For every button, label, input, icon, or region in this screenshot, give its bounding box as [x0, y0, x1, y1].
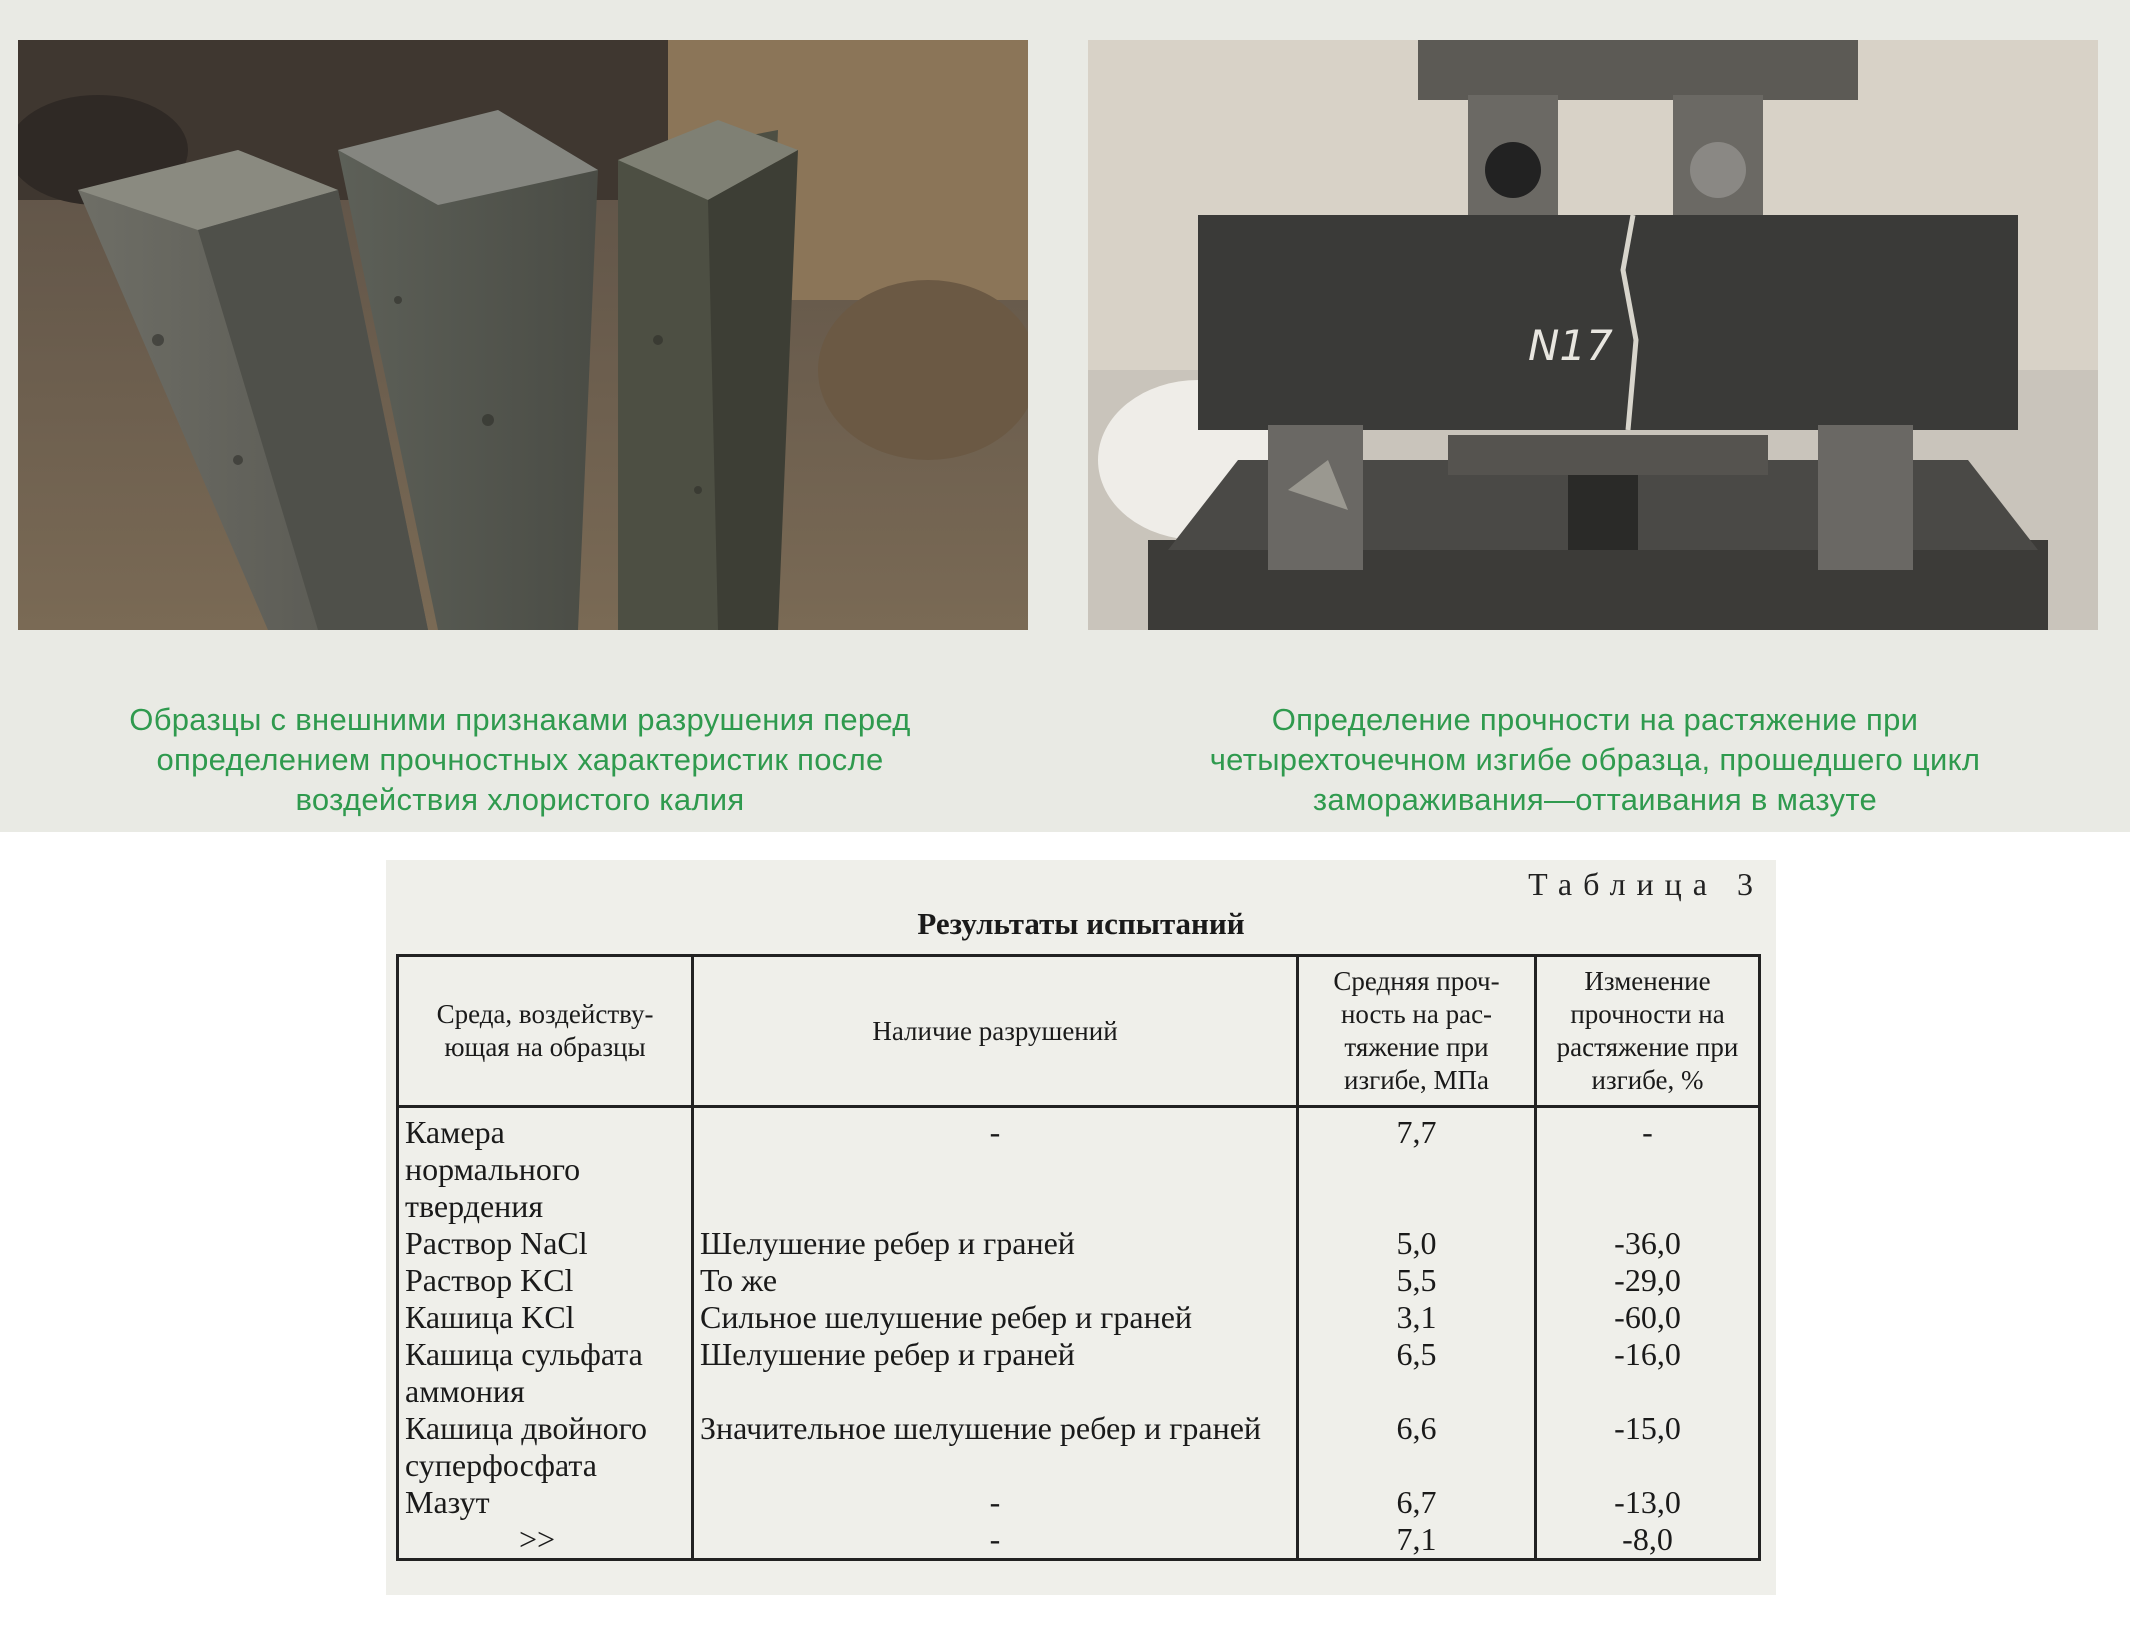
- cell-medium: >>: [398, 1521, 693, 1560]
- caption-right-line-3: замораживания—оттаивания в мазуте: [1312, 782, 1878, 817]
- cell-medium: Кашица KCl: [398, 1299, 693, 1336]
- cell-strength: 6,7: [1298, 1484, 1536, 1521]
- cell-strength: 7,7: [1298, 1107, 1536, 1226]
- results-table-block: [386, 860, 1776, 1595]
- caption-left: [20, 700, 1020, 820]
- results-table: [396, 954, 1761, 1561]
- cell-change: -: [1536, 1107, 1760, 1226]
- table-row: [398, 1336, 1760, 1410]
- cell-damage: Шелушение ребер и граней: [693, 1225, 1298, 1262]
- cell-damage: -: [693, 1521, 1298, 1560]
- cell-damage: -: [693, 1484, 1298, 1521]
- header-medium: Среда, воздейству-ющая на образцы: [398, 956, 693, 1107]
- caption-right-line-1: Определение прочности на растяжение при: [1271, 702, 1919, 737]
- cell-medium: Кашица сульфата аммония: [398, 1336, 693, 1410]
- sample-label: N17: [1528, 321, 1613, 370]
- caption-left-line-1: Образцы с внешними признаками разрушения перед: [129, 702, 911, 737]
- bending-test-photo: [1088, 40, 2098, 630]
- caption-left-line-2: определением прочностных характеристик после: [156, 742, 884, 777]
- header-change: Изменение прочности на растяжение при изгибе, %: [1536, 956, 1760, 1107]
- table-row: [398, 1262, 1760, 1299]
- cell-change: -36,0: [1536, 1225, 1760, 1262]
- cell-strength: 6,5: [1298, 1336, 1536, 1410]
- cell-medium: Кашица двойного суперфосфата: [398, 1410, 693, 1484]
- cell-change: -60,0: [1536, 1299, 1760, 1336]
- cell-medium: Камера нормального твердения: [398, 1107, 693, 1226]
- header-damage: Наличие разрушений: [693, 956, 1298, 1107]
- table-row: [398, 1225, 1760, 1262]
- concrete-samples-photo: [18, 40, 1028, 630]
- cell-medium: Раствор KCl: [398, 1262, 693, 1299]
- caption-left-line-3: воздействия хлористого калия: [295, 782, 745, 817]
- cell-medium: Мазут: [398, 1484, 693, 1521]
- caption-right-line-2: четырехточечном изгибе образца, прошедшего цикл: [1209, 742, 1981, 777]
- table-row: [398, 1410, 1760, 1484]
- table-row: [398, 1484, 1760, 1521]
- cell-strength: 7,1: [1298, 1521, 1536, 1560]
- cell-damage: Сильное шелушение ребер и граней: [693, 1299, 1298, 1336]
- cell-change: -13,0: [1536, 1484, 1760, 1521]
- cell-strength: 5,5: [1298, 1262, 1536, 1299]
- cell-damage: Значительное шелушение ребер и граней: [693, 1410, 1298, 1484]
- table-title: Результаты испытаний: [917, 906, 1245, 941]
- cell-change: -15,0: [1536, 1410, 1760, 1484]
- cell-strength: 3,1: [1298, 1299, 1536, 1336]
- cell-damage: -: [693, 1107, 1298, 1226]
- bending-test-illustration: [1088, 40, 2098, 630]
- cell-damage: То же: [693, 1262, 1298, 1299]
- table-row: [398, 1299, 1760, 1336]
- concrete-samples-illustration: [18, 40, 1028, 630]
- table-row: [398, 1107, 1760, 1226]
- table-header-row: [398, 956, 1760, 1107]
- cell-change: -16,0: [1536, 1336, 1760, 1410]
- cell-strength: 5,0: [1298, 1225, 1536, 1262]
- cell-change: -29,0: [1536, 1262, 1760, 1299]
- cell-change: -8,0: [1536, 1521, 1760, 1560]
- cell-medium: Раствор NaCl: [398, 1225, 693, 1262]
- cell-strength: 6,6: [1298, 1410, 1536, 1484]
- cell-damage: Шелушение ребер и граней: [693, 1336, 1298, 1410]
- table-number: Таблица 3: [1528, 866, 1764, 902]
- table-row: [398, 1521, 1760, 1560]
- caption-right: [1095, 700, 2095, 820]
- header-strength: Средняя проч-ность на рас-тяжение при изгибе, МПа: [1298, 956, 1536, 1107]
